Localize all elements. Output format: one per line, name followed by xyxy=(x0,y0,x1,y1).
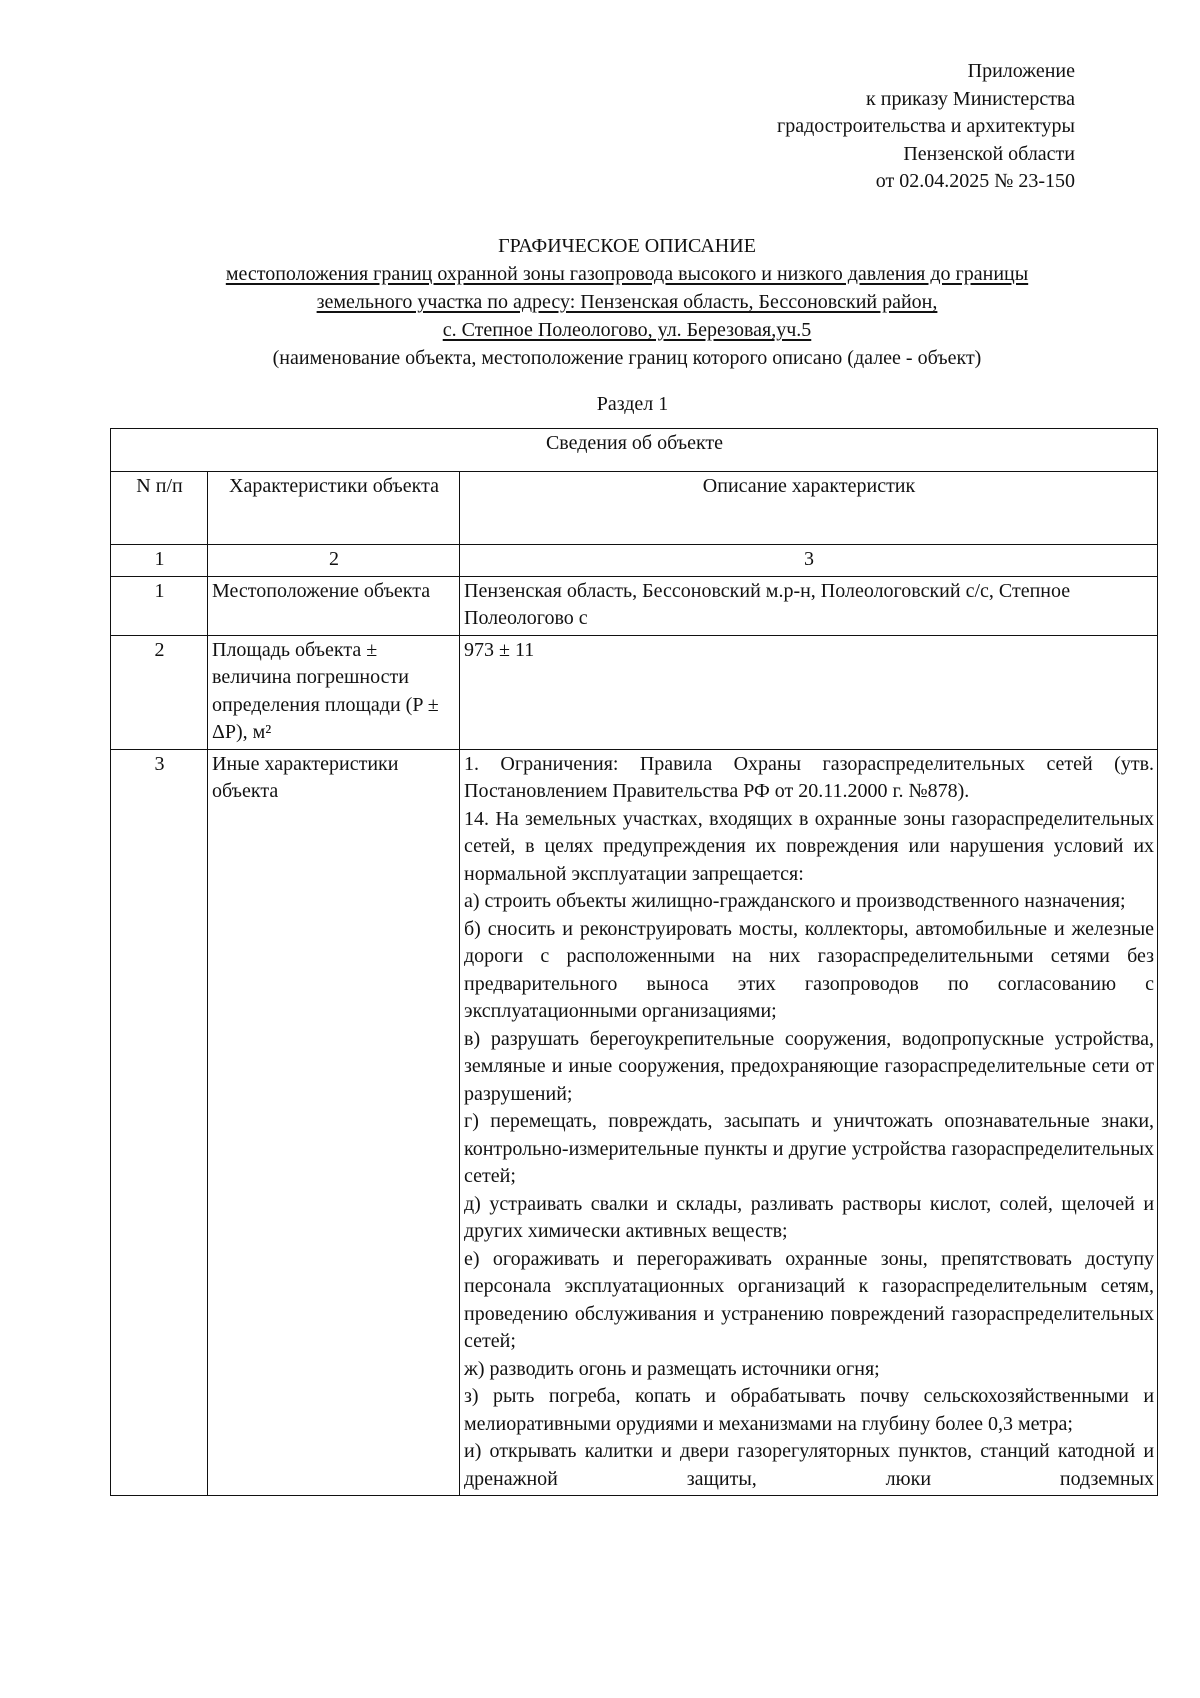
appendix-line: Пензенской области xyxy=(903,142,1075,165)
restriction-paragraph: б) сносить и реконструировать мосты, коллекторы, автомобильные и железные дороги с расположенными на них газораспределительными сетями без предварительного выноса этих газопроводов по согласованию с эксплуатационными организациями; xyxy=(464,917,1155,1022)
restriction-paragraph: г) перемещать, повреждать, засыпать и уничтожать опознавательные знаки, контрольно-измерительные пункты и другие устройства газораспределительных сетей; xyxy=(464,1110,1155,1187)
row-num: 3 xyxy=(111,749,208,1496)
restriction-paragraph: д) устраивать свалки и склады, разливать растворы кислот, солей, щелочей и других химически активных веществ; xyxy=(464,1192,1155,1242)
table-row xyxy=(111,749,1158,1496)
row-characteristic: Площадь объекта ± величина погрешности определения площади (P ± ΔP), м² xyxy=(208,635,460,749)
restriction-paragraph: е) огораживать и перегораживать охранные зоны, препятствовать доступу персонала эксплуатационных организаций к газораспределительным сетям, проведению обслуживания и устранению повреждений газораспределительных сетей; xyxy=(464,1247,1155,1352)
row-description: 973 ± 11 xyxy=(460,635,1158,749)
row-description xyxy=(460,749,1158,1496)
object-name-note: (наименование объекта, местоположение границ которого описано (далее - объект) xyxy=(272,347,982,369)
table-row xyxy=(111,576,1158,635)
column-number: 3 xyxy=(460,545,1158,577)
document-title xyxy=(110,232,1144,372)
restriction-paragraph: и) открывать калитки и двери газорегуляторных пунктов, станций катодной и дренажной защиты, люки подземных xyxy=(464,1440,1155,1490)
appendix-order-ref: от 02.04.2025 № 23-150 xyxy=(875,170,1075,192)
object-name-line: с. Степное Полеологово, ул. Березовая,уч.5 xyxy=(442,319,812,341)
header-num: N п/п xyxy=(111,472,208,545)
restriction-paragraph: а) строить объекты жилищно-гражданского и производственного назначения; xyxy=(464,890,1126,912)
row-characteristic: Иные характеристики объекта xyxy=(208,749,460,1496)
table-caption: Сведения об объекте xyxy=(111,429,1158,472)
restriction-paragraph: 1. Ограничения: Правила Охраны газораспределительных сетей (утв. Постановлением Правительства РФ от 20.11.2000 г. №878). xyxy=(464,752,1155,802)
appendix-line: к приказу Министерства xyxy=(866,87,1075,110)
restriction-paragraph: ж) разводить огонь и размещать источники огня; xyxy=(464,1357,880,1380)
row-num: 2 xyxy=(111,635,208,749)
column-number-row xyxy=(111,545,1158,577)
appendix-block xyxy=(777,58,1075,196)
row-num: 1 xyxy=(111,576,208,635)
object-info-table xyxy=(110,428,1158,1496)
object-name-line: местоположения границ охранной зоны газопровода высокого и низкого давления до границы xyxy=(225,263,1029,285)
header-description: Описание характеристик xyxy=(460,472,1158,545)
restriction-paragraph: 14. На земельных участках, входящих в охранные зоны газораспределительных сетей, в целях предупреждения их повреждения или нарушения условий их нормальной эксплуатации запрещается: xyxy=(464,807,1155,885)
table-caption-row xyxy=(111,429,1158,472)
header-characteristic: Характеристики объекта xyxy=(208,472,460,545)
row-description: Пензенская область, Бессоновский м.р-н, Полеологовский с/с, Степное Полеологово с xyxy=(460,576,1158,635)
restriction-paragraph: з) рыть погреба, копать и обрабатывать почву сельскохозяйственными и мелиоративными орудиями и механизмами на глубину более 0,3 метра; xyxy=(464,1385,1155,1435)
column-number: 1 xyxy=(111,545,208,577)
title-heading: ГРАФИЧЕСКОЕ ОПИСАНИЕ xyxy=(498,235,756,257)
table-row xyxy=(111,635,1158,749)
appendix-line: градостроительства и архитектуры xyxy=(777,115,1075,137)
column-number: 2 xyxy=(208,545,460,577)
row-characteristic: Местоположение объекта xyxy=(208,576,460,635)
table-header-row xyxy=(111,472,1158,545)
object-name-line: земельного участка по адресу: Пензенская область, Бессоновский район, xyxy=(316,291,938,313)
restriction-paragraph: в) разрушать берегоукрепительные сооружения, водопропускные устройства, земляные и иные сооружения, предохраняющие газораспределительные сети от разрушений; xyxy=(464,1027,1155,1105)
section-label: Раздел 1 xyxy=(596,393,669,415)
appendix-line: Приложение xyxy=(967,60,1075,82)
